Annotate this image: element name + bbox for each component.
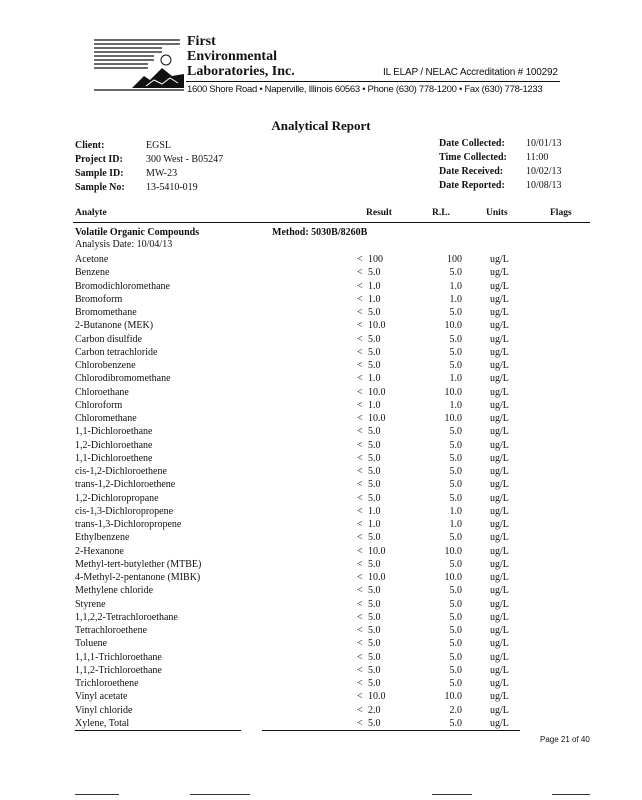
analyte-name: Methyl-tert-butylether (MTBE)	[75, 558, 202, 570]
less-than-sign: <	[357, 572, 363, 583]
less-than-sign: <	[357, 717, 363, 729]
lab-name-line1: First	[187, 34, 216, 49]
reporting-limit: 1.0	[449, 293, 462, 305]
result-value: 5.0	[368, 307, 381, 318]
header-divider	[186, 81, 560, 82]
reporting-limit: 5.0	[449, 360, 462, 371]
lab-name	[187, 34, 295, 79]
result-value: 5.0	[368, 426, 381, 438]
units-value: ug/L	[490, 664, 509, 676]
footer-mark	[432, 794, 472, 795]
result-value: 10.0	[368, 545, 386, 557]
page-number: Page 21 of 40	[540, 735, 590, 744]
col-result-header: Result	[366, 208, 392, 218]
method-label: Method: 5030B/8260B	[272, 227, 368, 238]
table-row	[0, 399, 642, 412]
date-received-value: 10/02/13	[526, 166, 562, 177]
table-row	[0, 266, 642, 279]
col-flags-header: Flags	[550, 208, 572, 218]
result-value: 5.0	[368, 678, 381, 689]
reporting-limit: 5.0	[449, 585, 462, 597]
less-than-sign: <	[357, 320, 363, 332]
analyte-name: 1,1,1-Trichloroethane	[75, 651, 162, 663]
sample-id-value: MW-23	[146, 168, 178, 179]
result-value: 5.0	[368, 717, 381, 729]
reporting-limit: 5.0	[449, 492, 462, 504]
analyte-name: Chlorobenzene	[75, 360, 136, 371]
units-value: ug/L	[490, 519, 509, 530]
result-value: 1.0	[368, 293, 381, 305]
lab-logo-icon	[92, 30, 184, 100]
reporting-limit: 5.0	[449, 333, 462, 345]
reporting-limit: 1.0	[449, 505, 462, 517]
table-row	[0, 664, 642, 677]
analyte-name: 1,1,2,2-Tetrachloroethane	[75, 611, 178, 623]
units-value: ug/L	[490, 479, 509, 491]
result-value: 5.0	[368, 333, 381, 345]
less-than-sign: <	[357, 360, 363, 371]
report-title: Analytical Report	[271, 118, 371, 133]
time-collected-label: Time Collected:	[439, 152, 507, 163]
less-than-sign: <	[357, 492, 363, 504]
analyte-name: Ethylbenzene	[75, 532, 130, 544]
reporting-limit: 100	[447, 254, 462, 265]
table-header-divider	[73, 222, 590, 223]
table-row	[0, 637, 642, 650]
analyte-name: Chloroform	[75, 399, 123, 411]
accreditation: IL ELAP / NELAC Accreditation # 100292	[383, 67, 558, 78]
project-label: Project ID:	[75, 154, 123, 165]
reporting-limit: 1.0	[449, 280, 462, 292]
reporting-limit: 5.0	[449, 651, 462, 663]
less-than-sign: <	[357, 280, 363, 292]
reporting-limit: 5.0	[449, 479, 462, 491]
units-value: ug/L	[490, 439, 509, 451]
reporting-limit: 5.0	[449, 452, 462, 464]
table-row	[0, 558, 642, 571]
result-value: 5.0	[368, 346, 381, 358]
lab-address: 1600 Shore Road • Naperville, Illinois 60563 • Phone (630) 778-1200 • Fax (630) 778-1233	[187, 84, 543, 95]
table-row	[0, 651, 642, 664]
units-value: ug/L	[490, 452, 509, 464]
analyte-name: Benzene	[75, 267, 110, 279]
analysis-date: Analysis Date: 10/04/13	[75, 239, 173, 250]
time-collected-value: 11:00	[526, 152, 549, 163]
date-received-label: Date Received:	[439, 166, 504, 177]
table-row	[0, 690, 642, 703]
reporting-limit: 5.0	[449, 558, 462, 570]
table-row	[0, 372, 642, 385]
col-units-header: Units	[486, 208, 508, 218]
analyte-name: Carbon disulfide	[75, 333, 142, 345]
units-value: ug/L	[490, 572, 509, 583]
units-value: ug/L	[490, 558, 509, 570]
result-value: 2.0	[368, 704, 381, 716]
footer-mark	[190, 794, 250, 795]
table-row	[0, 319, 642, 332]
result-value: 1.0	[368, 519, 381, 530]
table-row	[0, 346, 642, 359]
sample-no-label: Sample No:	[75, 182, 125, 193]
result-value: 10.0	[368, 413, 386, 424]
units-value: ug/L	[490, 625, 509, 636]
analyte-name: 1,2-Dichloroethane	[75, 439, 153, 451]
analyte-name: cis-1,3-Dichloropropene	[75, 505, 174, 517]
less-than-sign: <	[357, 426, 363, 438]
less-than-sign: <	[357, 598, 363, 610]
result-value: 5.0	[368, 452, 381, 464]
result-value: 1.0	[368, 399, 381, 411]
footer-mark	[75, 794, 119, 795]
result-value: 5.0	[368, 479, 381, 491]
analyte-name: Chloromethane	[75, 413, 137, 424]
analyte-name: Vinyl acetate	[75, 691, 128, 703]
sample-no-value: 13-5410-019	[146, 182, 198, 193]
units-value: ug/L	[490, 320, 509, 332]
table-row	[0, 359, 642, 372]
table-row	[0, 280, 642, 293]
less-than-sign: <	[357, 505, 363, 517]
less-than-sign: <	[357, 545, 363, 557]
table-row	[0, 717, 642, 730]
table-row	[0, 386, 642, 399]
less-than-sign: <	[357, 307, 363, 318]
reporting-limit: 5.0	[449, 267, 462, 279]
units-value: ug/L	[490, 505, 509, 517]
units-value: ug/L	[490, 585, 509, 597]
units-value: ug/L	[490, 426, 509, 438]
table-bottom-rule-right	[262, 730, 520, 731]
analyte-name: Vinyl chloride	[75, 704, 133, 716]
units-value: ug/L	[490, 611, 509, 623]
units-value: ug/L	[490, 598, 509, 610]
reporting-limit: 10.0	[444, 691, 462, 703]
date-reported-value: 10/08/13	[526, 180, 562, 191]
table-row	[0, 439, 642, 452]
analyte-name: Toluene	[75, 638, 108, 650]
reporting-limit: 10.0	[444, 572, 462, 583]
analyte-name: 1,1-Dichloroethene	[75, 452, 153, 464]
units-value: ug/L	[490, 280, 509, 292]
units-value: ug/L	[490, 532, 509, 544]
col-analyte-header: Analyte	[75, 208, 107, 218]
reporting-limit: 5.0	[449, 439, 462, 451]
less-than-sign: <	[357, 452, 363, 464]
analyte-name: Chloroethane	[75, 386, 129, 398]
reporting-limit: 5.0	[449, 625, 462, 636]
result-value: 5.0	[368, 664, 381, 676]
reporting-limit: 5.0	[449, 426, 462, 438]
table-row	[0, 253, 642, 266]
reporting-limit: 5.0	[449, 346, 462, 358]
date-collected-label: Date Collected:	[439, 138, 505, 149]
analyte-name: Carbon tetrachloride	[75, 346, 158, 358]
lab-name-line3: Laboratories, Inc.	[187, 64, 295, 79]
table-row	[0, 425, 642, 438]
reporting-limit: 1.0	[449, 519, 462, 530]
units-value: ug/L	[490, 704, 509, 716]
less-than-sign: <	[357, 333, 363, 345]
footer-mark	[552, 794, 590, 795]
less-than-sign: <	[357, 373, 363, 385]
analyte-name: Trichloroethene	[75, 678, 139, 689]
units-value: ug/L	[490, 267, 509, 279]
units-value: ug/L	[490, 466, 509, 477]
table-row	[0, 677, 642, 690]
reporting-limit: 1.0	[449, 399, 462, 411]
table-row	[0, 333, 642, 346]
units-value: ug/L	[490, 293, 509, 305]
analyte-name: 1,2-Dichloropropane	[75, 492, 159, 504]
sample-id-label: Sample ID:	[75, 168, 124, 179]
less-than-sign: <	[357, 466, 363, 477]
reporting-limit: 1.0	[449, 373, 462, 385]
table-row	[0, 571, 642, 584]
less-than-sign: <	[357, 704, 363, 716]
table-row	[0, 704, 642, 717]
project-value: 300 West - B05247	[146, 154, 224, 165]
analyte-name: 2-Butanone (MEK)	[75, 320, 154, 332]
units-value: ug/L	[490, 399, 509, 411]
table-row	[0, 478, 642, 491]
reporting-limit: 5.0	[449, 611, 462, 623]
analyte-group-title: Volatile Organic Compounds	[75, 227, 200, 238]
table-row	[0, 293, 642, 306]
table-row	[0, 505, 642, 518]
result-value: 5.0	[368, 558, 381, 570]
less-than-sign: <	[357, 413, 363, 424]
table-row	[0, 412, 642, 425]
table-row	[0, 598, 642, 611]
reporting-limit: 5.0	[449, 717, 462, 729]
result-value: 5.0	[368, 585, 381, 597]
analyte-name: 1,1,2-Trichloroethane	[75, 664, 162, 676]
result-value: 10.0	[368, 386, 386, 398]
results-table-body	[0, 253, 642, 730]
reporting-limit: 10.0	[444, 386, 462, 398]
analyte-name: cis-1,2-Dichloroethene	[75, 466, 167, 477]
result-value: 5.0	[368, 466, 381, 477]
less-than-sign: <	[357, 678, 363, 689]
client-value: EGSL	[146, 140, 171, 151]
result-value: 1.0	[368, 505, 381, 517]
reporting-limit: 5.0	[449, 532, 462, 544]
table-row	[0, 518, 642, 531]
units-value: ug/L	[490, 545, 509, 557]
units-value: ug/L	[490, 492, 509, 504]
analyte-name: 1,1-Dichloroethane	[75, 426, 153, 438]
less-than-sign: <	[357, 611, 363, 623]
less-than-sign: <	[357, 625, 363, 636]
result-value: 5.0	[368, 651, 381, 663]
less-than-sign: <	[357, 346, 363, 358]
less-than-sign: <	[357, 519, 363, 530]
result-value: 5.0	[368, 638, 381, 650]
result-value: 5.0	[368, 625, 381, 636]
less-than-sign: <	[357, 267, 363, 279]
less-than-sign: <	[357, 293, 363, 305]
less-than-sign: <	[357, 254, 363, 265]
result-value: 5.0	[368, 267, 381, 279]
units-value: ug/L	[490, 651, 509, 663]
analyte-name: Acetone	[75, 254, 109, 265]
table-bottom-rule-left	[75, 730, 241, 731]
reporting-limit: 5.0	[449, 466, 462, 477]
date-collected-value: 10/01/13	[526, 138, 562, 149]
reporting-limit: 10.0	[444, 413, 462, 424]
less-than-sign: <	[357, 651, 363, 663]
units-value: ug/L	[490, 717, 509, 729]
analyte-name: Xylene, Total	[75, 717, 130, 729]
reporting-limit: 5.0	[449, 638, 462, 650]
table-row	[0, 531, 642, 544]
table-row	[0, 306, 642, 319]
reporting-limit: 10.0	[444, 545, 462, 557]
result-value: 10.0	[368, 320, 386, 332]
table-row	[0, 584, 642, 597]
less-than-sign: <	[357, 664, 363, 676]
result-value: 5.0	[368, 532, 381, 544]
reporting-limit: 5.0	[449, 598, 462, 610]
reporting-limit: 5.0	[449, 678, 462, 689]
result-value: 5.0	[368, 492, 381, 504]
analyte-name: Tetrachloroethene	[75, 625, 148, 636]
analyte-name: trans-1,3-Dichloropropene	[75, 519, 182, 530]
table-row	[0, 611, 642, 624]
reporting-limit: 2.0	[449, 704, 462, 716]
result-value: 5.0	[368, 439, 381, 451]
analyte-name: Bromomethane	[75, 307, 137, 318]
units-value: ug/L	[490, 386, 509, 398]
analyte-name: Bromodichloromethane	[75, 280, 170, 292]
analyte-name: Chlorodibromomethane	[75, 373, 171, 385]
result-value: 5.0	[368, 598, 381, 610]
units-value: ug/L	[490, 678, 509, 689]
table-row	[0, 492, 642, 505]
units-value: ug/L	[490, 346, 509, 358]
less-than-sign: <	[357, 558, 363, 570]
analyte-name: 2-Hexanone	[75, 545, 124, 557]
analyte-name: Styrene	[75, 598, 106, 610]
less-than-sign: <	[357, 399, 363, 411]
less-than-sign: <	[357, 585, 363, 597]
analyte-name: Methylene chloride	[75, 585, 154, 597]
result-value: 5.0	[368, 611, 381, 623]
less-than-sign: <	[357, 386, 363, 398]
result-value: 10.0	[368, 691, 386, 703]
units-value: ug/L	[490, 638, 509, 650]
result-value: 1.0	[368, 280, 381, 292]
table-row	[0, 452, 642, 465]
less-than-sign: <	[357, 638, 363, 650]
date-reported-label: Date Reported:	[439, 180, 505, 191]
less-than-sign: <	[357, 532, 363, 544]
less-than-sign: <	[357, 691, 363, 703]
reporting-limit: 5.0	[449, 664, 462, 676]
units-value: ug/L	[490, 373, 509, 385]
result-value: 100	[368, 254, 383, 265]
table-row	[0, 465, 642, 478]
analyte-name: trans-1,2-Dichloroethene	[75, 479, 176, 491]
reporting-limit: 10.0	[444, 320, 462, 332]
units-value: ug/L	[490, 254, 509, 265]
units-value: ug/L	[490, 413, 509, 424]
table-row	[0, 624, 642, 637]
units-value: ug/L	[490, 360, 509, 371]
units-value: ug/L	[490, 691, 509, 703]
client-label: Client:	[75, 140, 105, 151]
less-than-sign: <	[357, 479, 363, 491]
units-value: ug/L	[490, 333, 509, 345]
col-rl-header: R.L.	[432, 208, 450, 218]
lab-name-line2: Environmental	[187, 49, 277, 64]
units-value: ug/L	[490, 307, 509, 318]
result-value: 5.0	[368, 360, 381, 371]
result-value: 10.0	[368, 572, 386, 583]
reporting-limit: 5.0	[449, 307, 462, 318]
analyte-name: 4-Methyl-2-pentanone (MIBK)	[75, 572, 201, 583]
table-row	[0, 545, 642, 558]
result-value: 1.0	[368, 373, 381, 385]
less-than-sign: <	[357, 439, 363, 451]
analyte-name: Bromoform	[75, 293, 123, 305]
